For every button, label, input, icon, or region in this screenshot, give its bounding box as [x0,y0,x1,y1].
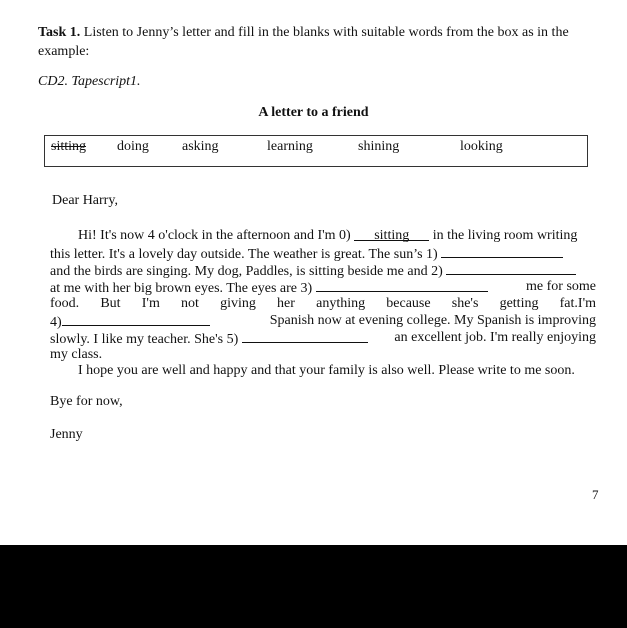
word-box [44,135,588,167]
word-box-item: learning [267,139,313,154]
letter-line: and the birds are singing. My dog, Paddles, is sitting beside me and 2) [50,261,596,278]
letter-closing: Bye for now, [50,394,123,409]
word-box-item: looking [460,139,503,154]
word-box-item-example: sitting [51,139,87,154]
letter-title: A letter to a friend [258,105,369,120]
letter-line: I hope you are well and happy and that your family is also well. Please write to me soon. [78,363,575,378]
answer-blank-1[interactable] [441,244,563,258]
letter-line: Hi! It's now 4 o'clock in the afternoon and I'm 0) sitting in the living room writing [78,228,578,243]
letter-signature: Jenny [50,427,83,442]
word-box-item: doing [117,139,149,154]
task-label: Task 1. [38,25,81,40]
letter-line: my class. [50,347,103,362]
source-reference: CD2. Tapescript1. [38,74,141,89]
letter-salutation: Dear Harry, [52,193,118,208]
page-number: 7 [592,487,599,502]
letter-line: slowly. I like my teacher. She's 5) an excellent job. I'm really enjoying [50,330,596,347]
answer-blank-4[interactable] [62,312,210,326]
letter-line: at me with her big brown eyes. The eyes are 3) me for some [50,279,596,296]
letter-line: this letter. It's a lovely day outside. The weather is great. The sun’s 1) [50,244,596,261]
letter-line: food. But I'm not giving her anything because she's getting fat.I'm [50,296,596,311]
task-instructions [38,23,598,61]
answer-blank-0[interactable]: sitting [354,227,429,241]
task-text: Listen to Jenny’s letter and fill in the blanks with suitable words from the box as in the example: [38,25,569,59]
answer-blank-2[interactable] [446,261,576,275]
word-box-item: asking [182,139,219,154]
answer-blank-5[interactable] [242,329,368,343]
answer-blank-3[interactable] [316,278,488,292]
letter-line: 4) Spanish now at evening college. My Spanish is improving [50,313,596,330]
word-box-item: shining [358,139,400,154]
